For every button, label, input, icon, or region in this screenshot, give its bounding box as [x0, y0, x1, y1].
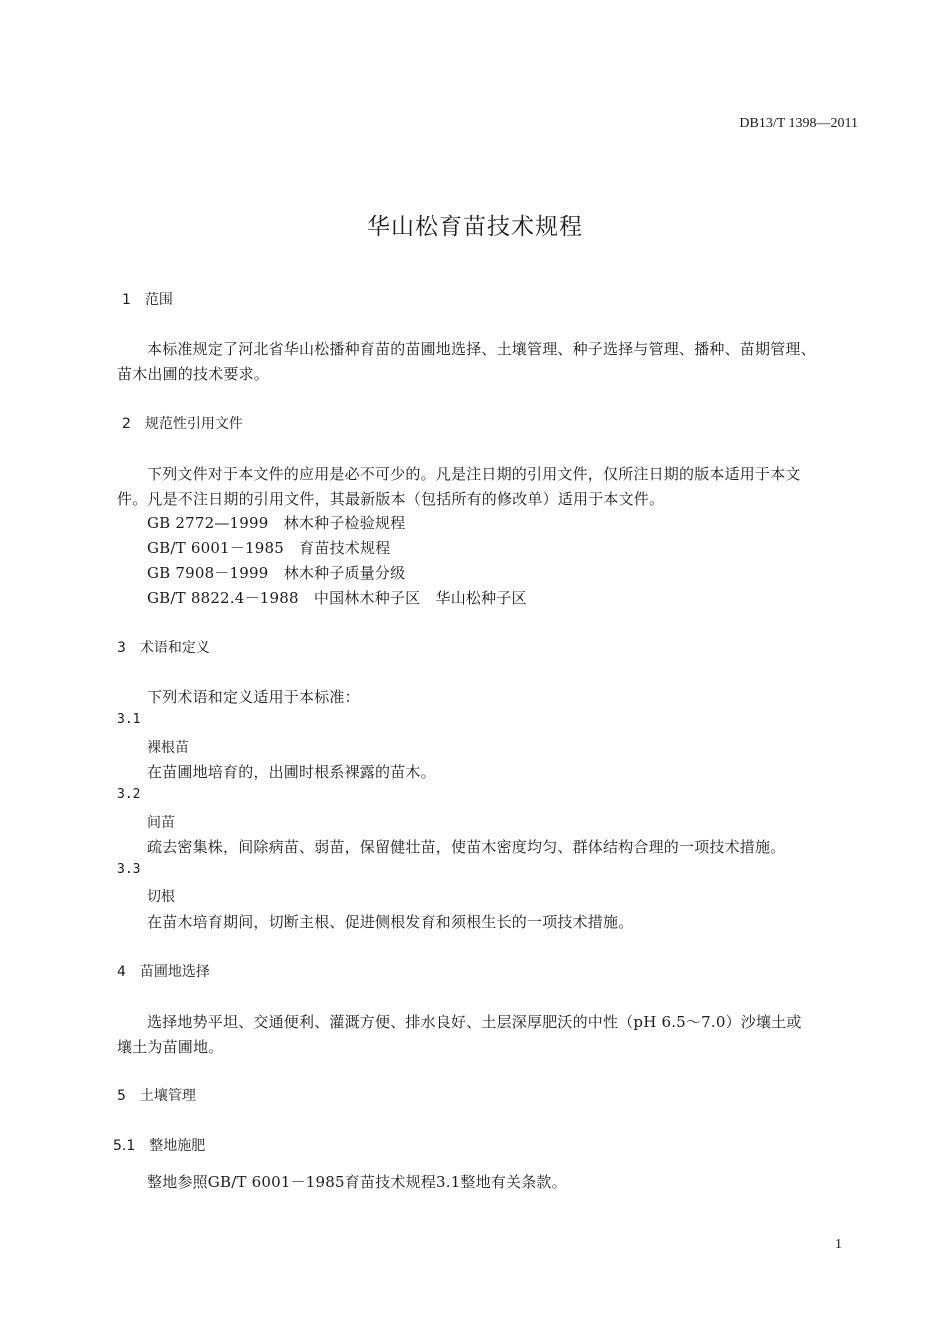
reference-item: GB 2772—1999 林木种子检验规程 — [147, 514, 406, 532]
term-number: 3.3 — [117, 862, 141, 877]
term-name: 切根 — [147, 889, 175, 905]
reference-item: GB 7908－1999 林木种子质量分级 — [147, 564, 406, 582]
section-5-heading: 5 土壤管理 — [117, 1088, 196, 1104]
term-name: 间苗 — [147, 815, 175, 831]
section-1-paragraph-line-1: 本标准规定了河北省华山松播种育苗的苗圃地选择、土壤管理、种子选择与管理、播种、苗期管理、 — [147, 340, 816, 358]
section-2-paragraph-line-1: 下列文件对于本文件的应用是必不可少的。凡是注日期的引用文件，仅所注日期的版本适用于本文 — [147, 465, 801, 483]
section-5-1-heading: 5.1 整地施肥 — [113, 1138, 206, 1154]
reference-item: GB/T 6001－1985 育苗技术规程 — [147, 539, 391, 557]
section-4-heading: 4 苗圃地选择 — [117, 964, 210, 980]
section-1-heading: 1 范围 — [122, 292, 173, 308]
section-2-paragraph-line-2: 件。凡是不注日期的引用文件，其最新版本（包括所有的修改单）适用于本文件。 — [117, 490, 665, 508]
section-1-paragraph-line-2: 苗木出圃的技术要求。 — [117, 365, 270, 383]
term-definition: 疏去密集株，间除病苗、弱苗，保留健壮苗，使苗木密度均匀、群体结构合理的一项技术措施。 — [147, 838, 786, 856]
section-4-paragraph-line-2: 壤土为苗圃地。 — [117, 1038, 224, 1056]
term-definition: 在苗圃地培育的，出圃时根系裸露的苗木。 — [147, 763, 436, 781]
page-title: 华山松育苗技术规程 — [367, 214, 583, 240]
term-definition: 在苗木培育期间，切断主根、促进侧根发育和须根生长的一项技术措施。 — [147, 913, 634, 931]
section-3-heading: 3 术语和定义 — [117, 640, 210, 656]
section-3-intro: 下列术语和定义适用于本标准： — [147, 688, 360, 706]
term-number: 3.2 — [117, 787, 141, 802]
term-number: 3.1 — [117, 712, 141, 727]
section-4-paragraph-line-1: 选择地势平坦、交通便利、灌溉方便、排水良好、土层深厚肥沃的中性（pH 6.5～7.0）沙壤土或 — [147, 1013, 802, 1031]
term-name: 裸根苗 — [147, 740, 189, 756]
section-2-heading: 2 规范性引用文件 — [122, 416, 243, 432]
document-code: DB13/T 1398—2011 — [739, 116, 858, 131]
section-5-1-paragraph: 整地参照GB/T 6001－1985育苗技术规程3.1整地有关条款。 — [147, 1173, 567, 1191]
reference-item: GB/T 8822.4－1988 中国林木种子区 华山松种子区 — [147, 589, 527, 607]
page-number: 1 — [835, 1237, 842, 1252]
